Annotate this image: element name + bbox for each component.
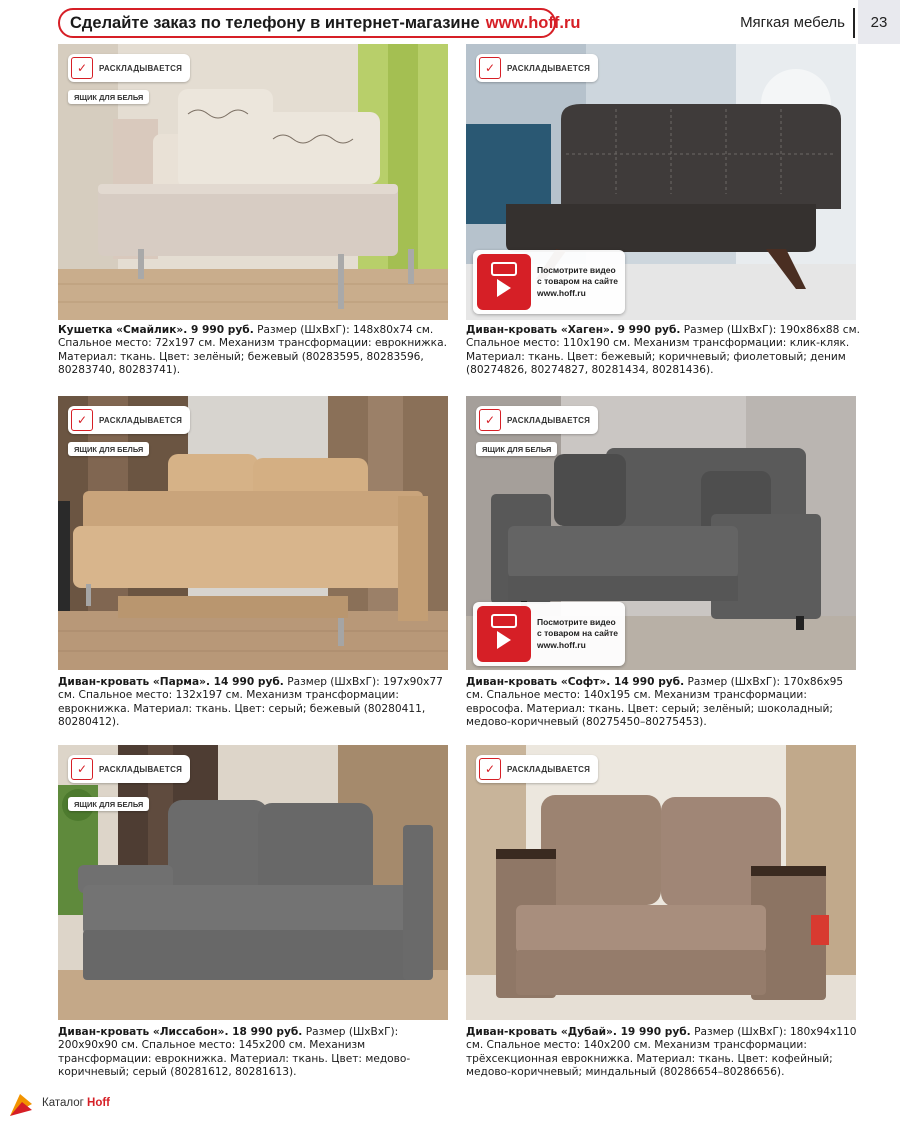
order-banner — [58, 8, 581, 38]
watch-video-link[interactable]: Посмотрите видео с товаром на сайте www.hoff.ru — [473, 250, 625, 314]
hoff-logo-icon: ✓ — [71, 57, 93, 79]
product-photo-lissabon — [58, 745, 448, 1020]
hoff-logo-icon: ✓ — [71, 409, 93, 431]
product-description: Размер (ШхВхГ): 180х94х110 см. Спальное место: 140х200 см. Механизм трансформации: трёхсекционная еврокнижка. Материал: ткань. Цвет: кофейный; медово-коричневый; миндальный (80286654–80286656). — [466, 1026, 857, 1079]
page-number: 23 — [858, 0, 900, 44]
product-title: Диван-кровать «Хаген». 9 990 руб. — [466, 324, 681, 336]
section-title: Мягкая мебель — [740, 14, 845, 31]
unfolds-badge: ✓ РАСКЛАДЫВАЕТСЯ — [476, 755, 598, 783]
product-caption-smailik — [58, 324, 453, 378]
product-caption-hagen — [466, 324, 861, 378]
order-text: Сделайте заказ по телефону в интернет-магазине — [70, 13, 480, 32]
unfolds-badge: ✓ РАСКЛАДЫВАЕТСЯ — [476, 54, 598, 82]
product-description: Размер (ШхВхГ): 197х90х77 см. Спальное место: 132х197 см. Механизм трансформации: еврокнижка. Материал: ткань. Цвет: серый; бежевый (80280411, 80280412). — [58, 676, 443, 729]
sofa-illustration — [58, 745, 448, 1020]
hoff-logo-icon: ✓ — [479, 758, 501, 780]
product-photo-dubai — [466, 745, 856, 1020]
storage-box-badge: ЯЩИК ДЛЯ БЕЛЬЯ — [68, 442, 149, 456]
product-title: Диван-кровать «Парма». 14 990 руб. — [58, 676, 284, 688]
unfolds-badge: ✓ РАСКЛАДЫВАЕТСЯ — [68, 54, 190, 82]
header-divider — [853, 8, 855, 38]
watch-video-link[interactable]: Посмотрите видео с товаром на сайте www.hoff.ru — [473, 602, 625, 666]
hoff-logo-icon: ✓ — [479, 57, 501, 79]
product-description: Размер (ШхВхГ): 170х86х95 см. Спальное место: 140х195 см. Механизм трансформации: еврософа. Материал: ткань. Цвет: серый; зелёный; шоколадный; медово-коричневый (80275450–80275453). — [466, 676, 844, 729]
video-camera-icon — [477, 254, 531, 310]
product-caption-parma — [58, 676, 453, 730]
sofa-illustration — [58, 396, 448, 670]
product-photo-soft — [466, 396, 856, 670]
product-description: Размер (ШхВхГ): 148х80х74 см. Спальное место: 72х197 см. Механизм трансформации: еврокнижка. Материал: ткань. Цвет: зелёный; бежевый (80283595, 80283596, 80283740, 80283741). — [58, 324, 447, 377]
unfolds-badge: ✓ РАСКЛАДЫВАЕТСЯ — [68, 406, 190, 434]
product-photo-parma — [58, 396, 448, 670]
storage-box-badge: ЯЩИК ДЛЯ БЕЛЬЯ — [68, 797, 149, 811]
product-photo-smailik — [58, 44, 448, 320]
sofa-illustration — [466, 745, 856, 1020]
product-description: Размер (ШхВхГ): 200х90х90 см. Спальное место: 145х200 см. Механизм трансформации: еврокнижка. Материал: ткань. Цвет: медово-коричневый; серый (80281612, 80281613). — [58, 1026, 411, 1079]
product-description: Размер (ШхВхГ): 190х86х88 см. Спальное место: 110х190 см. Механизм трансформации: клик-кляк. Материал: ткань. Цвет: бежевый; коричневый; фиолетовый; деним (80274826, 80274827, 80281434, 80281436). — [466, 324, 860, 377]
sofa-illustration — [58, 44, 448, 320]
hoff-logo-icon: ✓ — [479, 409, 501, 431]
footer-brand: Hoff — [87, 1097, 111, 1109]
product-title: Диван-кровать «Софт». 14 990 руб. — [466, 676, 685, 688]
video-camera-icon — [477, 606, 531, 662]
product-photo-hagen — [466, 44, 856, 320]
product-caption-dubai — [466, 1026, 861, 1080]
product-caption-soft — [466, 676, 861, 730]
unfolds-badge: ✓ РАСКЛАДЫВАЕТСЯ — [68, 755, 190, 783]
catalog-corner-logo-icon — [6, 1090, 34, 1118]
footer-catalog-label: Каталог Hoff — [42, 1097, 111, 1109]
hoff-logo-icon: ✓ — [71, 758, 93, 780]
unfolds-badge: ✓ РАСКЛАДЫВАЕТСЯ — [476, 406, 598, 434]
product-title: Кушетка «Смайлик». 9 990 руб. — [58, 324, 254, 336]
storage-box-badge: ЯЩИК ДЛЯ БЕЛЬЯ — [68, 90, 149, 104]
product-title: Диван-кровать «Лиссабон». 18 990 руб. — [58, 1026, 303, 1038]
storage-box-badge: ЯЩИК ДЛЯ БЕЛЬЯ — [476, 442, 557, 456]
order-url-link[interactable]: www.hoff.ru — [485, 13, 581, 32]
product-title: Диван-кровать «Дубай». 19 990 руб. — [466, 1026, 691, 1038]
product-caption-lissabon — [58, 1026, 453, 1080]
